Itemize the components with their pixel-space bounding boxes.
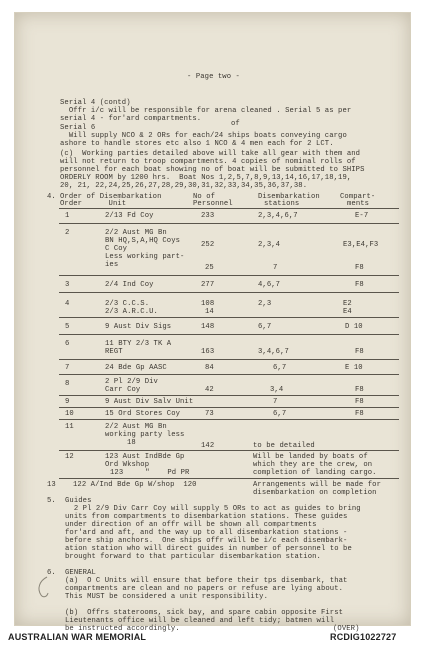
guides-line-5: before ship anchors. One ships offr will be i/c each disembark- (65, 537, 348, 545)
row-10-personnel: 73 (205, 410, 214, 418)
row-8-unit-1: 2 Pl 2/9 Div (105, 378, 158, 386)
row-2-serial: 2 (65, 229, 70, 237)
row-11-serial: 11 (65, 423, 74, 431)
document-page (14, 12, 411, 633)
row-1-compartments: E-7 (355, 212, 369, 220)
archive-label: AUSTRALIAN WAR MEMORIAL (8, 632, 147, 642)
serial-4-heading: Serial 4 (contd) (60, 99, 131, 107)
row-11-unit-1: 2/2 Aust MG Bn (105, 423, 167, 431)
row-4-personnel-2: 14 (205, 308, 214, 316)
serial-4-line-1: Offr i/c will be responsible for arena cleaned . Serial 5 as per (60, 107, 352, 115)
row-8-serial: 8 (65, 380, 70, 388)
row-3-serial: 3 (65, 281, 70, 289)
row-10-serial: 10 (65, 410, 74, 418)
serial-6-line-1: Will supply NCO & 2 ORs for each/24 ships boats conveying cargo (60, 132, 347, 140)
guides-line-3: under direction of an offr will be shown all compartments (65, 521, 317, 529)
row-rule (59, 419, 399, 420)
section-6-heading: GENERAL (65, 569, 96, 577)
section-5-number: 5. (47, 497, 56, 505)
serial-6-c-line-4: ORDERLY ROOM by 1200 hrs. Boat Nos 1,2,5,7,8,9,13,14,16,17,18,19, (60, 174, 352, 182)
row-8-compartments: F8 (355, 386, 364, 394)
serial-6-line-2: ashore to handle stores etc also 1 NCO & 4 men each for 2 LCT. (60, 140, 334, 148)
row-3-personnel: 277 (201, 281, 215, 289)
guides-line-4: for'ard and aft, and the way up to all disembarkation stations - (65, 529, 348, 537)
row-6-personnel: 163 (201, 348, 215, 356)
row-4-personnel-1: 108 (201, 300, 215, 308)
row-3-stations: 4,6,7 (258, 281, 281, 289)
row-rule (59, 395, 399, 396)
row-12-stations-2: which they are the crew, on (253, 461, 373, 469)
col-personnel-heading-1: No of (193, 193, 216, 201)
row-8-unit-2: Carr Coy (105, 386, 141, 394)
row-9-stations: 7 (273, 398, 278, 406)
record-id: RCDIG1022727 (330, 632, 397, 642)
guides-line-2: units from compartments to disembarkation stations. These guides (65, 513, 348, 521)
row-1-personnel: 233 (201, 212, 215, 220)
row-8-stations: 3,4 (270, 386, 284, 394)
row-7-unit: 24 Bde Gp AASC (105, 364, 167, 372)
row-11-unit-3: 18 (127, 439, 136, 447)
row-11-personnel: 142 (201, 442, 215, 450)
section-4-number: 4. (47, 193, 56, 201)
row-2-personnel-2: 25 (205, 264, 214, 272)
row-9-serial: 9 (65, 398, 70, 406)
row-10-compartments: F8 (355, 410, 364, 418)
serial-6-c-line-1: (c) Working parties detailed above will take all gear with them and (60, 150, 361, 158)
row-2-compartments-2: F8 (355, 264, 364, 272)
col-stations-heading-2: stations (264, 200, 300, 208)
row-9-unit: 9 Aust Div Salv Unit (105, 398, 194, 406)
row-12-unit-2: Ord Wkshop (105, 461, 150, 469)
row-1-serial: 1 (65, 212, 70, 220)
row-2-compartments-1: E3,E4,F3 (343, 241, 379, 249)
serial-6-c-line-3: personnel for each boat showing no of boat will be submitted to SHIPS (60, 166, 365, 174)
row-2-unit-1: 2/2 Aust MG Bn (105, 229, 167, 237)
guides-line-7: brought forward to that particular disembarkation station. (65, 553, 321, 561)
row-rule (59, 359, 399, 360)
section-6-number: 6. (47, 569, 56, 577)
row-5-unit: 9 Aust Div Sigs (105, 323, 172, 331)
row-1-unit: 2/13 Fd Coy (105, 212, 154, 220)
row-4-stations: 2,3 (258, 300, 272, 308)
row-4-serial: 4 (65, 300, 70, 308)
row-5-stations: 6,7 (258, 323, 272, 331)
row-6-unit-1: 11 BTY 2/3 TK A (105, 340, 172, 348)
row-2-unit-2: BN HQ,S,A,HQ Coys (105, 237, 181, 245)
row-6-serial: 6 (65, 340, 70, 348)
row-7-compartments: E 10 (345, 364, 363, 372)
row-6-compartments: F8 (355, 348, 364, 356)
row-7-stations: 6,7 (273, 364, 287, 372)
row-3-unit: 2/4 Ind Coy (105, 281, 154, 289)
row-10-unit: 15 Ord Stores Coy (105, 410, 181, 418)
row-7-personnel: 84 (205, 364, 214, 372)
row-1-stations: 2,3,4,6,7 (258, 212, 298, 220)
row-8-personnel: 42 (205, 386, 214, 394)
serial-6-c-line-5: 20, 21, 22,24,25,26,27,28,29,30,31,32,33,34,35,36,37,38. (60, 182, 308, 190)
row-5-serial: 5 (65, 323, 70, 331)
serial-6-c-line-2: will not return to troop compartments. 4 copies of nominal rolls of (60, 158, 356, 166)
guides-line-1: 2 Pl 2/9 Div Carr Coy will supply 5 ORs to act as guides to bring (65, 505, 361, 513)
row-12-unit-1: 123 Aust IndBde Gp (105, 453, 185, 461)
general-a-line-1: (a) O C Units will ensure that before their tps disembark, that (65, 577, 348, 585)
row-3-compartments: F8 (355, 281, 364, 289)
serial-6-insert: of (231, 120, 240, 128)
col-stations-heading-1: Disembarkation (258, 193, 320, 201)
table-header-rule (59, 208, 399, 209)
row-6-stations: 3,4,6,7 (258, 348, 289, 356)
row-11-stations: to be detailed (253, 442, 315, 450)
general-b-line-1: (b) Offrs staterooms, sick bay, and spare cabin opposite First (65, 609, 344, 617)
col-personnel-heading-2: Personnel (193, 200, 233, 208)
row-5-personnel: 148 (201, 323, 215, 331)
row-13-serial: 13 (47, 481, 56, 489)
row-2-unit-3: C Coy (105, 245, 128, 253)
col-order-heading-2: Order Unit (60, 200, 127, 208)
row-6-unit-2: REGT (105, 348, 123, 356)
col-compartments-heading-1: Compart- (340, 193, 376, 201)
row-2-personnel-1: 252 (201, 241, 215, 249)
general-a-line-3: This MUST be considered a unit responsibility. (65, 593, 269, 601)
row-4-unit-2: 2/3 A.R.C.U. (105, 308, 158, 316)
row-5-compartments: D 10 (345, 323, 363, 331)
row-12-serial: 12 (65, 453, 74, 461)
row-2-stations-1: 2,3,4 (258, 241, 281, 249)
row-2-unit-4: Less working part- (105, 253, 185, 261)
section-5-heading: Guides (65, 497, 92, 505)
row-2-unit-5: ies (105, 261, 119, 269)
guides-line-6: ation station who will direct guides in number of personnel to be (65, 545, 352, 553)
col-order-heading-1: Order of Disembarkation (60, 193, 162, 201)
row-12-stations-1: Will be landed by boats of (253, 453, 368, 461)
row-7-serial: 7 (65, 364, 70, 372)
row-rule (59, 407, 399, 408)
serial-6-heading: Serial 6 (60, 124, 96, 132)
row-13-unit: 122 A/Ind Bde Gp W/shop 120 (73, 481, 197, 489)
row-13-stations-2: disembarkation on completion (253, 489, 377, 497)
general-b-line-2: Lieutenants office will be cleaned and left tidy; batmen will (65, 617, 335, 625)
row-9-compartments: F8 (355, 398, 364, 406)
row-rule (59, 374, 399, 375)
pencil-mark (33, 575, 55, 601)
row-rule (59, 292, 399, 293)
row-rule (59, 223, 399, 224)
serial-4-line-2: serial 4 - for'ard compartments. (60, 115, 202, 123)
row-4-compartments-2: E4 (343, 308, 352, 316)
row-13-stations-1: Arrangements will be made for (253, 481, 381, 489)
row-rule (59, 317, 399, 318)
over-note: (OVER) (333, 625, 360, 633)
row-12-stations-3: completion of landing cargo. (253, 469, 377, 477)
row-4-compartments-1: E2 (343, 300, 352, 308)
col-compartments-heading-2: ments (347, 200, 370, 208)
row-rule (59, 478, 399, 479)
page-header: - Page two - (187, 73, 240, 81)
row-10-stations: 6,7 (273, 410, 287, 418)
row-rule (59, 275, 399, 276)
general-a-line-2: compartments are clean and no papers or refuse are lying about. (65, 585, 344, 593)
row-11-unit-2: working party less (105, 431, 185, 439)
row-rule (59, 450, 399, 451)
row-2-stations-2: 7 (273, 264, 278, 272)
row-rule (59, 334, 399, 335)
row-12-unit-3: 123 " Pd PR (110, 469, 190, 477)
general-b-line-3: be instructed accordingly. (65, 625, 180, 633)
row-4-unit-1: 2/3 C.C.S. (105, 300, 150, 308)
